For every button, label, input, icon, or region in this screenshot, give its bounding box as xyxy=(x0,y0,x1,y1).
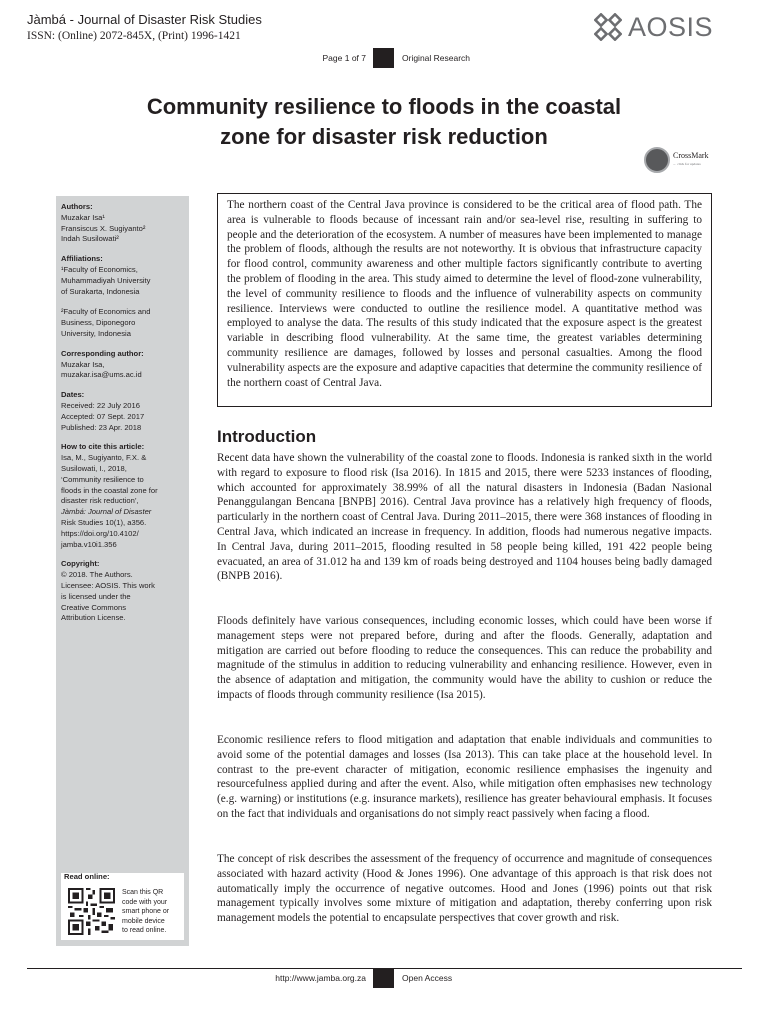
affiliation-line: Muhammadiyah University xyxy=(61,275,151,285)
issn-line: ISSN: (Online) 2072-845X, (Print) 1996-1421 xyxy=(27,30,241,42)
authors-block xyxy=(61,202,185,245)
qr-code-icon[interactable] xyxy=(68,888,115,935)
corresponding-block xyxy=(61,349,185,381)
author-line: Fransiscus X. Sugiyanto² xyxy=(61,223,146,233)
copyright-heading: Copyright: xyxy=(61,559,100,569)
title-line-1: Community resilience to floods in the coastal xyxy=(146,94,622,119)
logo-text: AOSIS xyxy=(628,11,714,42)
page-meta-bar xyxy=(0,48,768,68)
citation-doi[interactable]: https://doi.org/10.4102/ xyxy=(61,528,139,538)
citation-doi[interactable]: jamba.v10i1.356 xyxy=(61,539,117,549)
affiliation-line: ²Faculty of Economics and xyxy=(61,307,151,317)
copyright-line: Licensee: AOSIS. This work xyxy=(61,580,155,590)
crossmark-label: CrossMark xyxy=(673,151,709,160)
article-type: Original Research xyxy=(402,53,471,63)
citation-block xyxy=(61,442,185,550)
footer-marker xyxy=(373,968,394,988)
citation-line: Susilowati, I., 2018, xyxy=(61,463,127,473)
qr-text-line: code with your xyxy=(122,898,168,906)
read-online-box xyxy=(61,873,184,940)
section-heading-introduction: Introduction xyxy=(217,427,317,446)
author-line: Muzakar Isa¹ xyxy=(61,212,105,222)
corresponding-name: Muzakar Isa, xyxy=(61,359,105,369)
footer-access: Open Access xyxy=(402,973,453,983)
body-paragraph: Recent data have shown the vulnerability of the coastal zone to floods. Indonesia is ranked sixth in the world with regard to exposure to flood risk (Isa 2016). In 1815 and 2015, there were 5233 instances of flooding, which accounted for approximately 38.99% of all the natural disasters in Indonesia (Badan Nasional Penanggulangan Bencana [BNPB] 2016). Central Java province has a relatively high frequency of floods, particularly in the northern coast of Central Java. During 2011–2015, there were 368 instances of flooding in Central Java, which indicated an increase in frequency. In addition, floods had numerous negative impacts. In Central Java, during 2011–2015, flooding resulted in 58 people being killed, 191 422 people being evacuated, an area of 31.012 ha and 139 km of roads being destroyed and 1104 houses being badly damaged (BNPB 2016). xyxy=(217,452,712,583)
article-title xyxy=(84,92,684,152)
read-online-instructions xyxy=(122,888,169,936)
copyright-line: is licensed under the xyxy=(61,591,131,601)
affiliations-heading: Affiliations: xyxy=(61,254,103,264)
copyright-line: Creative Commons xyxy=(61,602,126,612)
dates-block xyxy=(61,390,185,433)
body-paragraph: The concept of risk describes the assessment of the frequency of occurrence and magnitude of consequences associated with hazard activity (Hood & Jones 1996). One advantage of this approach is that risk does not automatically imply the occurrence of negative outcomes. Hood and Jones (1996) points out that risk management typically involves some mixture of mitigation and adaptation, thereby conferring upon risk management models the potential to encapsulate perspectives that cover growth and risk. xyxy=(217,853,712,925)
citation-line: disaster risk reduction’, xyxy=(61,496,139,506)
copyright-line: Attribution License. xyxy=(61,613,126,623)
qr-text-line: to read online. xyxy=(122,927,167,934)
citation-line: ‘Community resilience to xyxy=(61,474,144,484)
footer-url-link[interactable]: http://www.jamba.org.za xyxy=(275,973,366,983)
qr-text-line: mobile device xyxy=(122,917,165,925)
affiliation-line: of Surakarta, Indonesia xyxy=(61,286,140,296)
read-online-heading: Read online: xyxy=(64,872,110,881)
date-line: Accepted: 07 Sept. 2017 xyxy=(61,411,145,421)
corresponding-email[interactable]: muzakar.isa@ums.ac.id xyxy=(61,370,142,380)
journal-title: Jàmbá - Journal of Disaster Risk Studies xyxy=(27,12,262,27)
crossmark-badge[interactable] xyxy=(644,147,709,173)
authors-heading: Authors: xyxy=(61,202,93,211)
body-paragraph: Economic resilience refers to flood mitigation and adaptation that enable individuals and communities to avoid some of the potential damages and losses (Isa 2013). This can take place at the household level. In contrast to the pre-event character of mitigation, economic resilience emphasises the ingenuity and resourcefulness applied during and after the event. Also, while mitigation often emphasises new technology (e.g. warning) or institutions (e.g. insurance markets), resilience has greater behavioural emphasis. It focuses on the fact that individuals and organisations do not simply react passively when facing a flood. xyxy=(217,734,712,820)
dates-heading: Dates: xyxy=(61,390,85,400)
page-number: Page 1 of 7 xyxy=(322,53,366,63)
citation-heading: How to cite this article: xyxy=(61,442,145,452)
citation-line: floods in the coastal zone for xyxy=(61,485,158,495)
affiliation-line: ¹Faculty of Economics, xyxy=(61,264,138,274)
body-paragraph: Floods definitely have various consequences, including economic losses, which could have been worse if management steps were not prepared before, during and after the floods. Generally, adaptation and mitigation are carried out before flooding to reduce the consequences. This can reduce the probability and magnitude of the stimulus in addition to reducing vulnerability and enhancing resilience. However, even in the absence of adaptation and mitigation, the community would have the ability to cushion or reduce the impacts of floods through community resilience (Isa 2015). xyxy=(217,615,712,701)
affiliation-line: Business, Diponegoro xyxy=(61,318,136,328)
aosis-logo-icon xyxy=(594,13,622,41)
affiliations-block xyxy=(61,254,185,340)
date-line: Published: 23 Apr. 2018 xyxy=(61,422,142,432)
copyright-block xyxy=(61,559,185,624)
corresponding-heading: Corresponding author: xyxy=(61,348,144,358)
citation-line: Jàmbá: Journal of Disaster xyxy=(61,507,152,517)
abstract-box: The northern coast of the Central Java province is considered to be the critical area of flood path. The area is vulnerable to floods because of incessant rain and/or sea-level rise, resulting in suffering to people and the deterioration of the ecosystem. A number of measures have been implemented to manage the problem of floods, although the results are not noteworthy. It is obvious that infrastructure capacity for flood control, community awareness and other multiple factors significantly contribute to averting the problem of flooding in the area. This study aimed to determine the level of flood-zone vulnerability, the level of community resilience to floods and the influence of vulnerability aspects on community resilience. Interviews were conducted to outline the resilience model. A quantitative method was employed to analyse the data. The results of this study indicated that the exposure aspect is the greatest variable in describing flood vulnerability. At the same time, the greatest variables determining community resilience are damages, followed by losses and personal casualties. Among the flood vulnerability aspects are the exposure and adaptive capacities that determine the community resilience of the northern coast of Central Java. xyxy=(217,193,712,407)
article-info-sidebar xyxy=(56,196,189,946)
crossmark-sub: ← click for updates xyxy=(673,162,701,166)
publisher-logo xyxy=(594,12,716,42)
page-footer xyxy=(0,968,768,988)
affiliation-line: University, Indonesia xyxy=(61,328,131,338)
qr-text-line: Scan this QR xyxy=(122,889,164,896)
header-marker xyxy=(373,48,394,68)
title-line-2: zone for disaster risk reduction xyxy=(220,124,548,149)
citation-line: Risk Studies 10(1), a356. xyxy=(61,517,147,527)
date-line: Received: 22 July 2016 xyxy=(61,400,140,410)
crossmark-icon xyxy=(644,147,670,173)
author-line: Indah Susilowati² xyxy=(61,234,119,244)
copyright-line: © 2018. The Authors. xyxy=(61,570,133,580)
citation-line: Isa, M., Sugiyanto, F.X. & xyxy=(61,453,147,463)
qr-text-line: smart phone or xyxy=(122,908,170,915)
